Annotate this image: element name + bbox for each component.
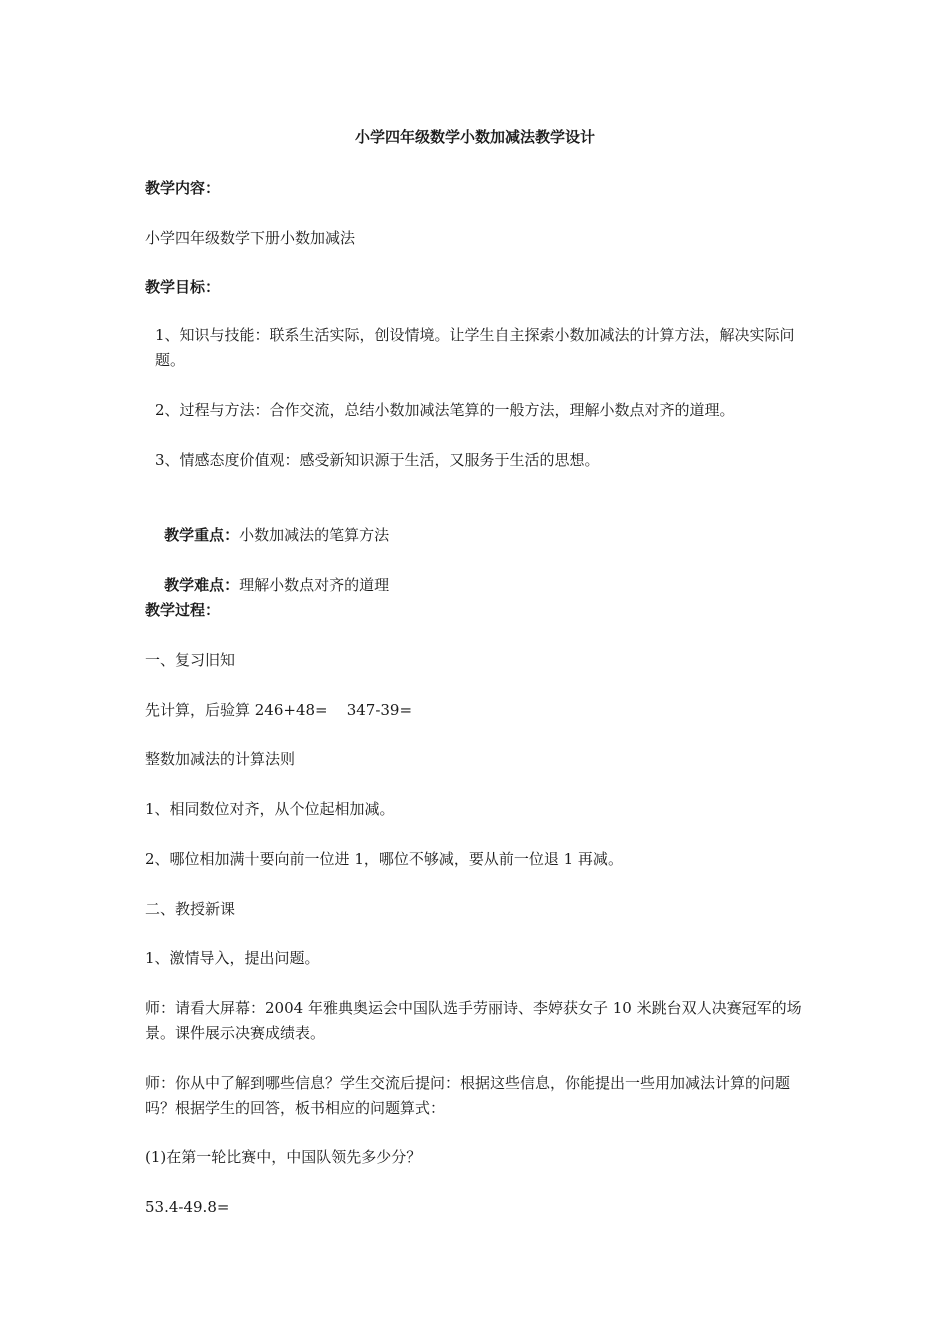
rules-heading: 整数加减法的计算法则 <box>145 750 296 768</box>
equation-1: 53.4-49.8= <box>145 1198 230 1216</box>
rule-2: 2、哪位相加满十要向前一位进 1，哪位不够减，要从前一位退 1 再减。 <box>145 850 623 868</box>
section-2-heading: 二、教授新课 <box>145 900 236 918</box>
teacher-paragraph-1: 师：请看大屏幕：2004 年雅典奥运会中国队选手劳丽诗、李婷获女子 10 米跳台双人决赛冠军的场景。课件展示决赛成绩表。 <box>145 999 802 1042</box>
goal-1: 1、知识与技能：联系生活实际，创设情境。让学生自主探索小数加减法的计算方法，解决实际问题。 <box>155 326 795 369</box>
document-title: 小学四年级数学小数加减法教学设计 <box>354 128 595 146</box>
goals-heading: 教学目标： <box>145 278 221 296</box>
content-text: 小学四年级数学下册小数加减法 <box>145 229 356 247</box>
difficulty-text: 理解小数点对齐的道理 <box>239 576 390 594</box>
teacher-paragraph-2: 师：你从中了解到哪些信息？学生交流后提问：根据这些信息，你能提出一些用加减法计算的问题吗？根据学生的回答，板书相应的问题算式： <box>145 1074 791 1117</box>
key-point-label: 教学重点： <box>164 526 240 544</box>
goal-2: 2、过程与方法：合作交流，总结小数加减法笔算的一般方法，理解小数点对齐的道理。 <box>155 401 735 419</box>
rule-1: 1、相同数位对齐，从个位起相加减。 <box>145 800 395 818</box>
content-heading: 教学内容： <box>145 179 221 197</box>
process-heading: 教学过程： <box>145 601 221 619</box>
review-task: 先计算，后验算 246+48= 347-39= <box>145 701 413 719</box>
question-1: (1)在第一轮比赛中，中国队领先多少分？ <box>145 1148 422 1166</box>
key-point-text: 小数加减法的笔算方法 <box>239 526 390 544</box>
difficulty-label: 教学难点： <box>164 576 240 594</box>
step-1: 1、激情导入，提出问题。 <box>145 949 320 967</box>
section-1-heading: 一、复习旧知 <box>145 651 236 669</box>
goal-3: 3、情感态度价值观：感受新知识源于生活，又服务于生活的思想。 <box>155 451 600 469</box>
